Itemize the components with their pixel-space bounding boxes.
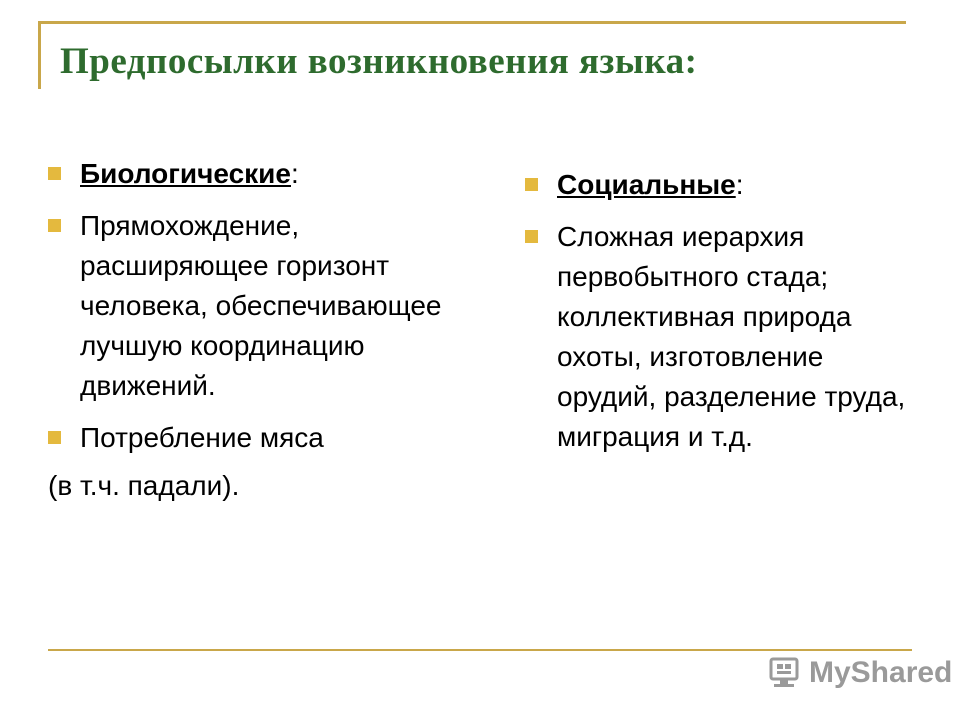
frame-bottom-line xyxy=(48,649,912,651)
meat-consumption-text: Потребление мяса xyxy=(80,422,324,453)
left-column xyxy=(48,154,488,506)
slide-title: Предпосылки возникновения языка: xyxy=(60,41,698,82)
frame-left-line xyxy=(38,21,41,89)
upright-walking-text: Прямохождение, расширяющее горизонт человека, обеспечивающее лучшую координацию движений. xyxy=(80,210,442,401)
list-item-social-hierarchy xyxy=(525,217,925,457)
bullet-icon xyxy=(48,167,61,180)
bullet-icon xyxy=(525,178,538,191)
watermark-text: MyShared xyxy=(809,656,953,689)
bullet-icon xyxy=(525,230,538,243)
heading-colon: : xyxy=(735,169,744,200)
list-item-upright-walking xyxy=(48,206,488,406)
list-item-biological-heading xyxy=(48,154,488,194)
right-column xyxy=(525,165,925,469)
myshared-logo-icon xyxy=(768,656,804,690)
list-item-meat-consumption xyxy=(48,418,488,458)
bullet-icon xyxy=(48,431,61,444)
bullet-icon xyxy=(48,219,61,232)
social-hierarchy-text: Сложная иерархия первобытного стада; коллективная природа охоты, изготовление орудий, разделение труда, миграция и т.д. xyxy=(557,221,906,452)
watermark-logo xyxy=(768,656,952,690)
heading-colon: : xyxy=(290,158,299,189)
list-item-social-heading xyxy=(525,165,925,205)
meat-consumption-continuation: (в т.ч. падали). xyxy=(48,470,240,501)
social-heading: Социальные xyxy=(557,169,736,200)
biological-heading: Биологические xyxy=(80,158,291,189)
frame-top-line xyxy=(38,21,906,24)
